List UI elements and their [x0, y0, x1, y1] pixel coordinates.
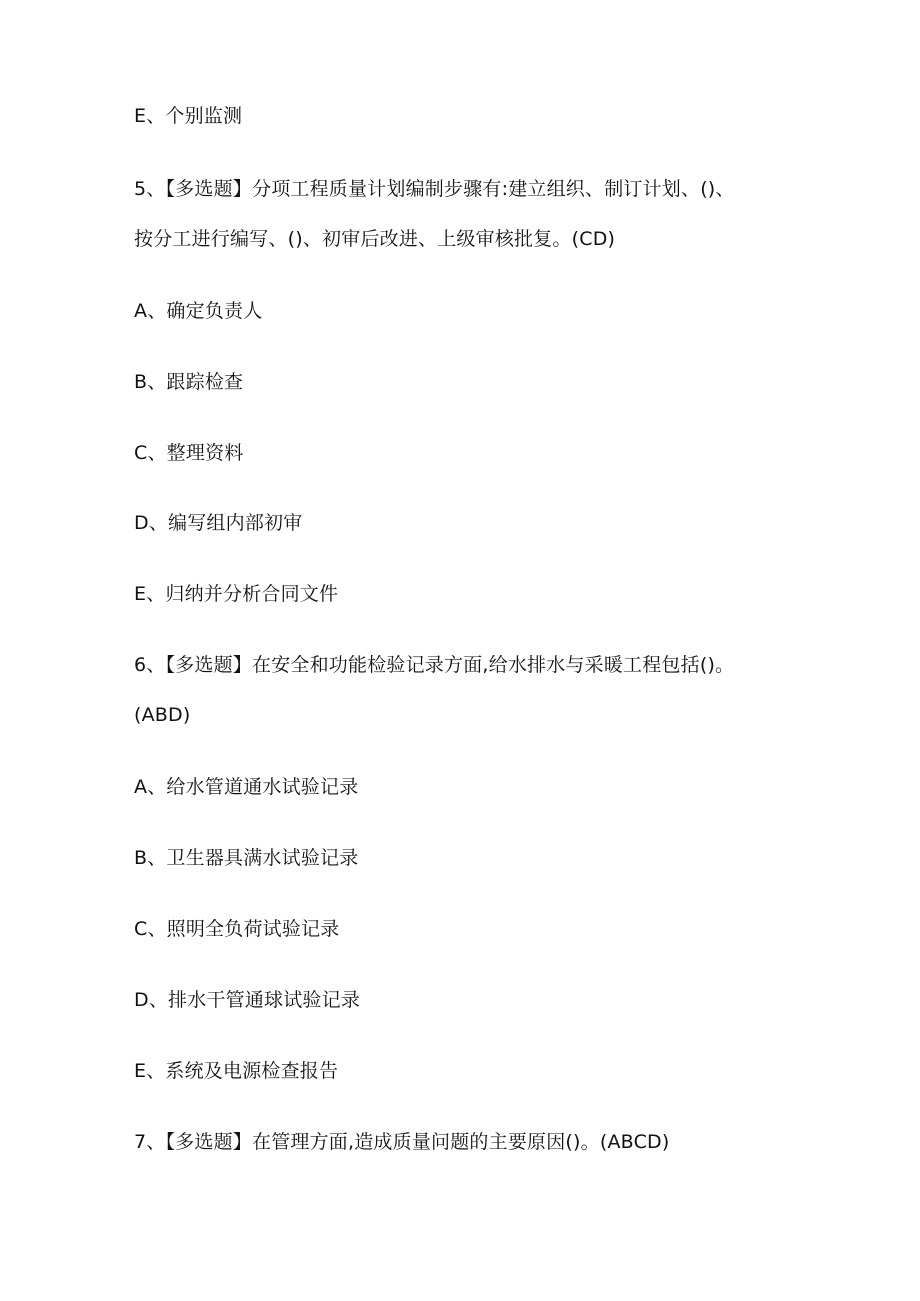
q4-option-e: E、个别监测	[134, 105, 243, 127]
q6-question-line-1: 6、【多选题】在安全和功能检验记录方面,给水排水与采暖工程包括()。	[134, 654, 735, 676]
q6-question-line-2: (ABD)	[134, 704, 191, 726]
q7-question-line-1: 7、【多选题】在管理方面,造成质量问题的主要原因()。(ABCD)	[134, 1131, 670, 1153]
q5-option-d: D、编写组内部初审	[134, 512, 303, 534]
q5-option-a: A、确定负责人	[134, 300, 263, 322]
q6-option-a: A、给水管道通水试验记录	[134, 776, 359, 798]
q5-question-line-2: 按分工进行编写、()、初审后改进、上级审核批复。(CD)	[134, 228, 616, 250]
q6-option-c: C、照明全负荷试验记录	[134, 918, 340, 940]
q6-option-d: D、排水干管通球试验记录	[134, 989, 361, 1011]
q6-option-b: B、卫生器具满水试验记录	[134, 847, 359, 869]
q5-option-c: C、整理资料	[134, 442, 244, 464]
q6-option-e: E、系统及电源检查报告	[134, 1060, 339, 1082]
q5-option-e: E、归纳并分析合同文件	[134, 583, 339, 605]
q5-option-b: B、跟踪检查	[134, 371, 244, 393]
q5-question-line-1: 5、【多选题】分项工程质量计划编制步骤有:建立组织、制订计划、()、	[134, 178, 735, 200]
